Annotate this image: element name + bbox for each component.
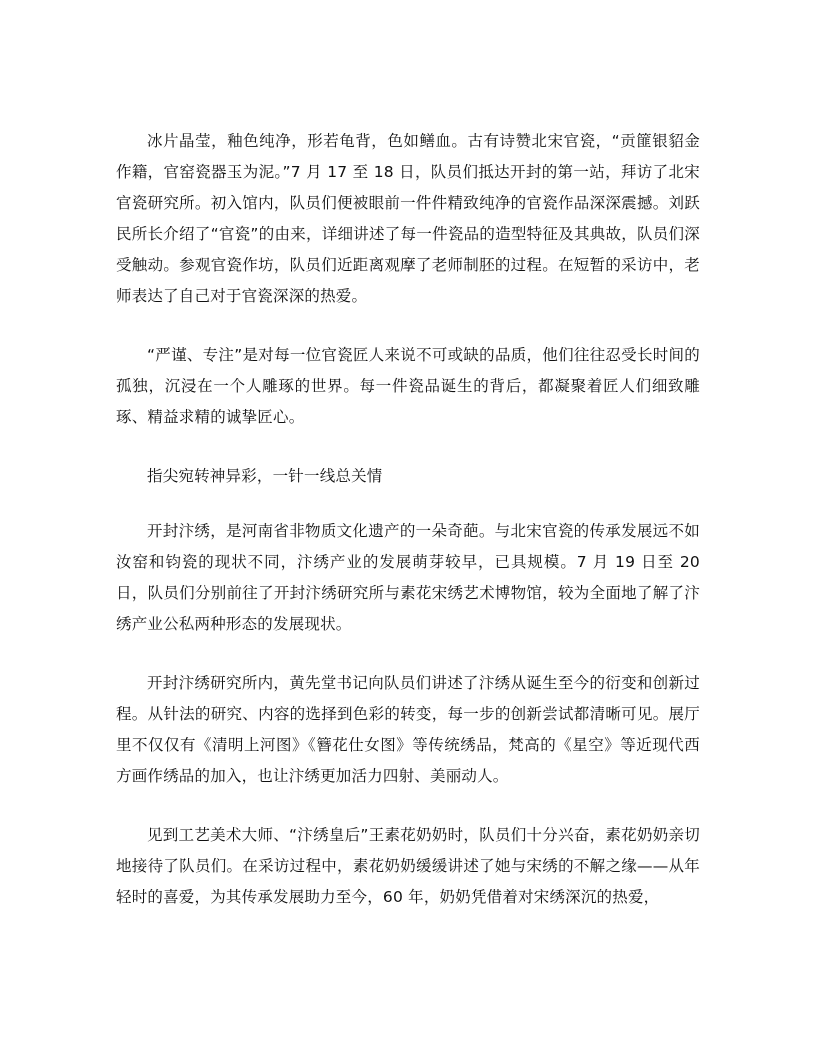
- paragraph-bian-embroidery-intro: 开封汴绣，是河南省非物质文化遗产的一朵奇葩。与北宋官瓷的传承发展远不如汝窑和钧瓷的现状不同，汴绣产业的发展萌芽较早，已具规模。7 月 19 日至 20 日，队员们分别前往了开封汴绣研究所与素花宋绣艺术博物馆，较为全面地了解了汴绣产业公私两种形态的发展现状。: [116, 522, 700, 633]
- paragraph-embroidery-institute: 开封汴绣研究所内，黄先堂书记向队员们讲述了汴绣从诞生至今的衍变和创新过程。从针法的研究、内容的选择到色彩的转变，每一步的创新尝试都清晰可见。展厅里不仅仅有《清明上河图》《簪花仕女图》等传统绣品，梵高的《星空》等近现代西方画作绣品的加入，也让汴绣更加活力四射、美丽动人。: [116, 674, 700, 785]
- paragraph-guan-porcelain-intro: 冰片晶莹，釉色纯净，形若龟背，色如鳝血。古有诗赞北宋官瓷，“贡篚银貂金作籍，官窑瓷器玉为泥。”7 月 17 至 18 日，队员们抵达开封的第一站，拜访了北宋官瓷研究所。初入馆内，队员们便被眼前一件件精致纯净的官瓷作品深深震撼。刘跃民所长介绍了“官瓷”的由来，详细讲述了每一件瓷品的造型特征及其典故，队员们深受触动。参观官瓷作坊，队员们近距离观摩了老师制胚的过程。在短暂的采访中，老师表达了自己对于官瓷深深的热爱。: [116, 132, 700, 305]
- section-heading-embroidery: 指尖宛转神异彩，一针一线总关情: [147, 467, 383, 485]
- document-body: [116, 126, 700, 913]
- paragraph-wang-suhua: 见到工艺美术大师、“汴绣皇后”王素花奶奶时，队员们十分兴奋，素花奶奶亲切地接待了队员们。在采访过程中，素花奶奶缓缓讲述了她与宋绣的不解之缘——从年轻时的喜爱，为其传承发展助力至今，60 年，奶奶凭借着对宋绣深沉的热爱，: [116, 826, 700, 906]
- paragraph-craftsman-spirit: “严谨、专注”是对每一位官瓷匠人来说不可或缺的品质，他们往往忍受长时间的孤独，沉浸在一个人雕琢的世界。每一件瓷品诞生的背后，都凝聚着匠人们细致雕琢、精益求精的诚挚匠心。: [116, 346, 700, 426]
